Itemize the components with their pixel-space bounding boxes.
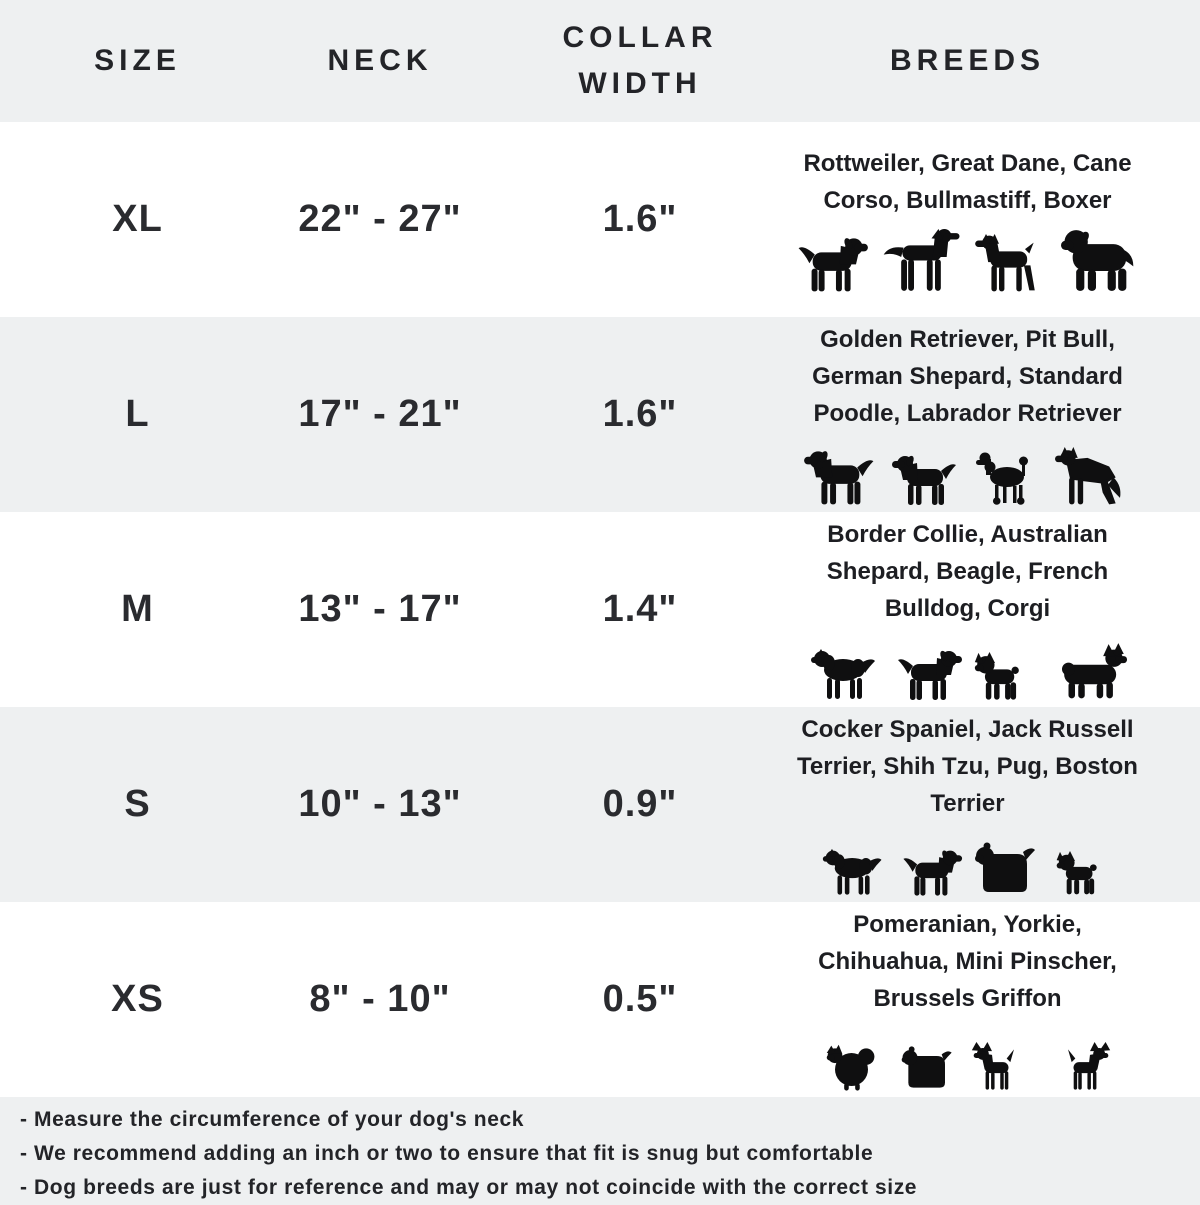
dog-silhouettes [803, 438, 1133, 508]
jack-russell-terrier-icon [897, 847, 963, 898]
cane-corso-icon [973, 234, 1051, 295]
breeds-list: Golden Retriever, Pit Bull, German Shepard, Standard Poodle, Labrador Retriever [812, 326, 1123, 427]
neck-value: 22" - 27" [298, 198, 462, 240]
footer-notes [0, 1097, 1200, 1205]
size-value: XL [112, 198, 163, 240]
column-header-collar-width: COLLAR WIDTH [562, 20, 718, 100]
corgi-icon [1049, 642, 1127, 703]
border-collie-icon [809, 647, 881, 703]
shih-tzu-icon [973, 842, 1045, 898]
collar-width-value: 0.9" [602, 783, 678, 825]
beagle-icon [891, 647, 963, 703]
size-value: L [125, 393, 150, 435]
bullmastiff-icon [1061, 229, 1145, 294]
column-header-size: SIZE [94, 43, 181, 77]
table-row [0, 512, 1200, 707]
neck-value: 17" - 21" [298, 393, 462, 435]
column-header-neck: NECK [327, 43, 433, 77]
breeds-cell [765, 512, 1200, 707]
dog-silhouettes [821, 828, 1115, 898]
breeds-cell [765, 317, 1200, 512]
collar-width-value: 1.6" [602, 393, 678, 435]
dog-silhouettes [791, 225, 1145, 295]
breeds-list: Pomeranian, Yorkie, Chihuahua, Mini Pinscher, Brussels Griffon [818, 911, 1117, 1012]
pug-icon [1055, 851, 1115, 898]
table-row [0, 122, 1200, 317]
french-bulldog-icon [973, 652, 1039, 703]
pomeranian-icon [824, 1042, 890, 1093]
note-reference: - Dog breeds are just for reference and may or may not coincide with the correct size [20, 1176, 918, 1199]
labrador-retriever-icon [891, 452, 963, 508]
collar-width-value: 0.5" [602, 978, 678, 1020]
breeds-cell [765, 902, 1200, 1097]
yorkie-icon [900, 1046, 960, 1093]
note-recommend: - We recommend adding an inch or two to ensure that fit is snug but comfortable [20, 1142, 874, 1165]
note-measure: - Measure the circumference of your dog's neck [20, 1108, 525, 1131]
breeds-list: Border Collie, Australian Shepard, Beagle, French Bulldog, Corgi [826, 521, 1109, 622]
size-value: XS [111, 978, 164, 1020]
breeds-list: Cocker Spaniel, Jack Russell Terrier, Shih Tzu, Pug, Boston Terrier [797, 716, 1138, 817]
neck-value: 10" - 13" [298, 783, 462, 825]
size-value: M [121, 588, 154, 630]
golden-retriever-icon [803, 447, 881, 508]
neck-value: 8" - 10" [309, 978, 451, 1020]
table-row [0, 902, 1200, 1097]
standard-poodle-icon [973, 452, 1045, 508]
rottweiler-icon [791, 234, 869, 295]
size-value: S [124, 783, 151, 825]
table-header [0, 0, 1200, 122]
breeds-cell [765, 122, 1200, 317]
dog-silhouettes [824, 1023, 1112, 1093]
collar-width-value: 1.4" [602, 588, 678, 630]
mini-pinscher-icon [1046, 1042, 1112, 1093]
dog-silhouettes [809, 633, 1127, 703]
german-shepard-icon [1055, 447, 1133, 508]
table-row [0, 707, 1200, 902]
breeds-cell [765, 707, 1200, 902]
cocker-spaniel-icon [821, 847, 887, 898]
chihuahua-icon [970, 1042, 1036, 1093]
column-header-breeds: BREEDS [889, 43, 1046, 77]
neck-value: 13" - 17" [298, 588, 462, 630]
great-dane-icon [879, 229, 963, 294]
breeds-list: Rottweiler, Great Dane, Cane Corso, Bullmastiff, Boxer [803, 149, 1132, 214]
collar-width-value: 1.6" [602, 198, 678, 240]
table-row [0, 317, 1200, 512]
